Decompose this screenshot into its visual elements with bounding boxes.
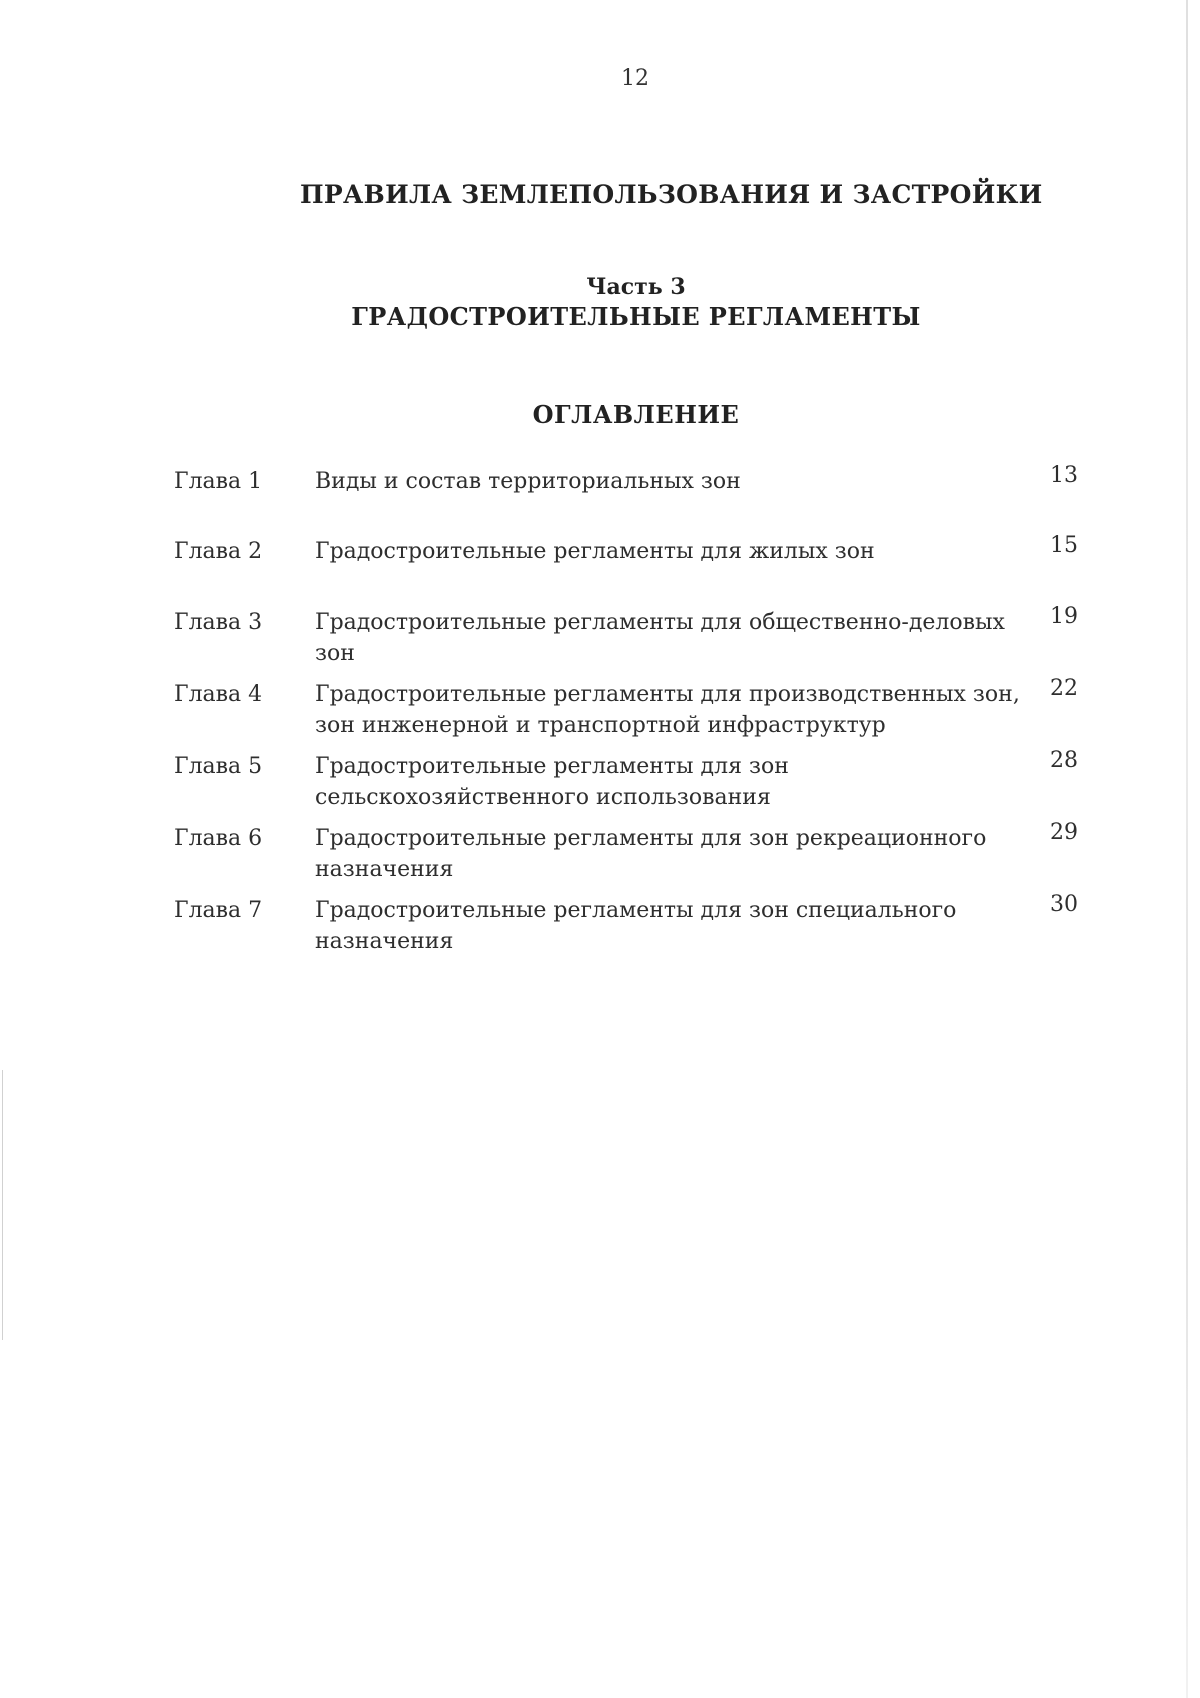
toc-page-number: 15 xyxy=(1050,533,1078,558)
toc-entry-title xyxy=(315,466,1005,497)
scan-edge-right xyxy=(1186,0,1188,1698)
toc-entry-title-line: Градостроительные регламенты для зон xyxy=(315,754,789,779)
toc-chapter-label: Глава 6 xyxy=(174,826,263,851)
part-title: ГРАДОСТРОИТЕЛЬНЫЕ РЕГЛАМЕНТЫ xyxy=(351,302,921,331)
toc-page-number: 29 xyxy=(1050,820,1078,845)
toc-entry-title xyxy=(315,607,1005,669)
scan-edge-left xyxy=(2,1070,3,1340)
toc-entry-title-line: Градостроительные регламенты для общественно-деловых xyxy=(315,610,1005,635)
toc-page-number: 28 xyxy=(1050,748,1078,773)
toc-entry-title-line: назначения xyxy=(315,857,454,882)
toc-entry-title-line: зон инженерной и транспортной инфраструктур xyxy=(315,713,886,738)
toc-page-number: 19 xyxy=(1050,604,1078,629)
part-label: Часть 3 xyxy=(586,274,686,300)
toc-page-number: 30 xyxy=(1050,892,1078,917)
toc-entry-title-line: Градостроительные регламенты для производственных зон, xyxy=(315,682,1020,707)
toc-chapter-label: Глава 1 xyxy=(174,469,263,494)
toc-entry-title xyxy=(315,895,1005,957)
toc-entry-title xyxy=(315,751,1005,813)
toc-entry-title-line: назначения xyxy=(315,929,454,954)
toc-entry-title-line: Виды и состав территориальных зон xyxy=(315,469,741,494)
toc-entry-title-line: Градостроительные регламенты для зон специального xyxy=(315,898,957,923)
toc-chapter-label: Глава 5 xyxy=(174,754,263,779)
toc-chapter-label: Глава 2 xyxy=(174,539,263,564)
toc-entry-title xyxy=(315,823,1005,885)
toc-page-number: 22 xyxy=(1050,676,1078,701)
toc-chapter-label: Глава 7 xyxy=(174,898,263,923)
toc-entry-title-line: Градостроительные регламенты для зон рекреационного xyxy=(315,826,987,851)
toc-chapter-label: Глава 4 xyxy=(174,682,263,707)
toc-heading: ОГЛАВЛЕНИЕ xyxy=(532,400,740,429)
toc-chapter-label: Глава 3 xyxy=(174,610,263,635)
toc-page-number: 13 xyxy=(1050,463,1078,488)
page-number: 12 xyxy=(621,66,649,91)
document-title: ПРАВИЛА ЗЕМЛЕПОЛЬЗОВАНИЯ И ЗАСТРОЙКИ xyxy=(300,180,1043,209)
toc-entry-title xyxy=(315,536,1005,567)
toc-entry-title xyxy=(315,679,1020,741)
toc-entry-title-line: Градостроительные регламенты для жилых зон xyxy=(315,539,875,564)
toc-entry-title-line: зон xyxy=(315,641,355,666)
toc-entry-title-line: сельскохозяйственного использования xyxy=(315,785,771,810)
